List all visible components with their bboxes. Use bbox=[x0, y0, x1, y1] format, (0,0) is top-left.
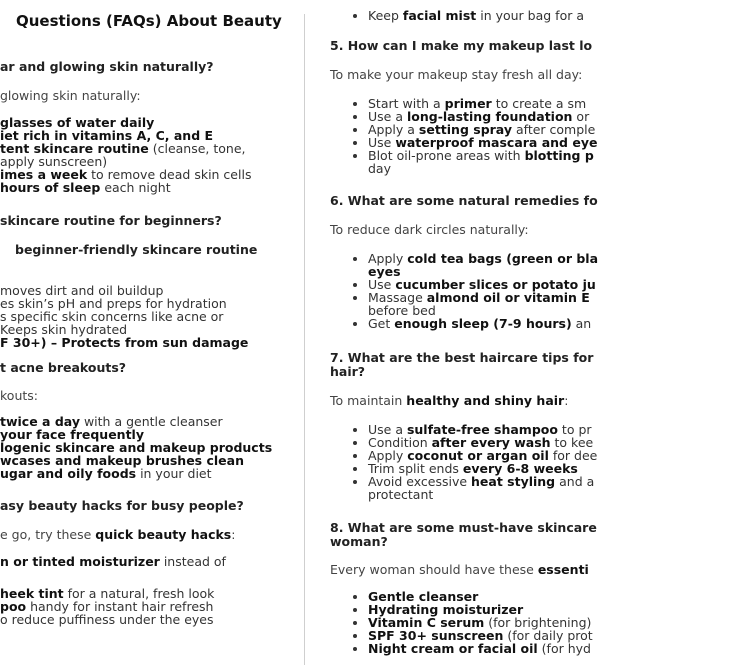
list-item-continuation: eyes bbox=[368, 264, 401, 279]
question-5-intro: To make your makeup stay fresh all day: bbox=[330, 67, 583, 82]
list-item: • Gentle cleanser bbox=[368, 590, 593, 603]
list-item: • Start with a primer to create a sm bbox=[368, 97, 597, 110]
top-tips-list bbox=[326, 9, 584, 22]
list-item: twice a day with a gentle cleanser bbox=[0, 414, 223, 429]
page-title: Questions (FAQs) About Beauty bbox=[16, 12, 282, 30]
list-item: wcases and makeup brushes clean bbox=[0, 453, 244, 468]
list-item: moves dirt and oil buildup bbox=[0, 283, 164, 298]
question-4-heading: asy beauty hacks for busy people? bbox=[0, 498, 244, 513]
list-item: • Avoid excessive heat styling and a bbox=[368, 475, 597, 488]
list-item: • Hydrating moisturizer bbox=[368, 603, 593, 616]
list-item: tent skincare routine (cleanse, tone, bbox=[0, 141, 246, 156]
question-8-intro: Every woman should have these essenti bbox=[330, 562, 589, 577]
list-item: ugar and oily foods in your diet bbox=[0, 466, 212, 481]
question-2-list bbox=[0, 284, 248, 349]
question-3-list bbox=[0, 415, 272, 480]
question-8-heading: 8. What are some must-have skincare bbox=[330, 520, 597, 535]
question-6-intro: To reduce dark circles naturally: bbox=[330, 222, 529, 237]
left-column bbox=[0, 0, 298, 665]
list-item: F 30+) – Protects from sun damage bbox=[0, 335, 249, 350]
right-column bbox=[326, 0, 746, 665]
list-item bbox=[0, 568, 226, 581]
question-7-heading: 7. What are the best haircare tips for bbox=[330, 350, 594, 365]
list-item: • Use a long-lasting foundation or bbox=[368, 110, 597, 123]
list-item: your face frequently bbox=[0, 427, 144, 442]
list-item: • Get enough sleep (7-9 hours) an bbox=[368, 317, 598, 330]
list-item: imes a week to remove dead skin cells bbox=[0, 167, 252, 182]
list-item: • Apply coconut or argan oil for dee bbox=[368, 449, 597, 462]
list-item: o reduce puffiness under the eyes bbox=[0, 612, 214, 627]
list-item: es skin’s pH and preps for hydration bbox=[0, 296, 227, 311]
question-6-heading: 6. What are some natural remedies fo bbox=[330, 193, 598, 208]
list-item: poo handy for instant hair refresh bbox=[0, 599, 214, 614]
list-item: • Keep facial mist in your bag for a bbox=[368, 9, 584, 22]
question-1-list bbox=[0, 116, 251, 194]
question-3-intro: kouts: bbox=[0, 388, 38, 403]
list-item: • Use waterproof mascara and eye bbox=[368, 136, 597, 149]
list-item: hours of sleep each night bbox=[0, 180, 171, 195]
question-1-heading: ar and glowing skin naturally? bbox=[0, 59, 214, 74]
list-item-continuation: before bed bbox=[368, 303, 436, 318]
question-4-intro: e go, try these quick beauty hacks: bbox=[0, 527, 236, 542]
list-item: glasses of water daily bbox=[0, 115, 155, 130]
list-item-continuation: protectant bbox=[368, 487, 434, 502]
list-item: • Trim split ends every 6-8 weeks bbox=[368, 462, 597, 475]
question-5-list bbox=[326, 97, 597, 175]
list-item: iet rich in vitamins A, C, and E bbox=[0, 128, 214, 143]
question-2-intro: beginner-friendly skincare routine bbox=[15, 242, 258, 257]
question-7-list bbox=[326, 423, 597, 501]
column-divider bbox=[304, 14, 305, 665]
list-item-continuation: day bbox=[368, 161, 391, 176]
list-item: s specific skin concerns like acne or bbox=[0, 309, 224, 324]
list-item: logenic skincare and makeup products bbox=[0, 440, 273, 455]
question-7-heading-cont: hair? bbox=[330, 364, 366, 379]
list-item: • Night cream or facial oil (for hyd bbox=[368, 642, 593, 655]
question-4-list bbox=[0, 555, 226, 626]
list-item: • SPF 30+ sunscreen (for daily prot bbox=[368, 629, 593, 642]
list-item: • Use cucumber slices or potato ju bbox=[368, 278, 598, 291]
list-item: • Vitamin C serum (for brightening) bbox=[368, 616, 593, 629]
question-6-list bbox=[326, 252, 598, 330]
list-item: Keeps skin hydrated bbox=[0, 322, 128, 337]
list-item: • Condition after every wash to kee bbox=[368, 436, 597, 449]
list-item: • Massage almond oil or vitamin E bbox=[368, 291, 598, 304]
list-item: • Blot oil-prone areas with blotting p bbox=[368, 149, 597, 162]
question-2-heading: skincare routine for beginners? bbox=[0, 213, 222, 228]
question-8-heading-cont: woman? bbox=[330, 534, 388, 549]
list-item: • Apply a setting spray after comple bbox=[368, 123, 597, 136]
question-7-intro: To maintain healthy and shiny hair: bbox=[330, 393, 569, 408]
question-8-list bbox=[326, 590, 593, 655]
question-5-heading: 5. How can I make my makeup last lo bbox=[330, 38, 593, 53]
question-3-heading: t acne breakouts? bbox=[0, 360, 127, 375]
question-1-intro: glowing skin naturally: bbox=[0, 88, 141, 103]
list-item: n or tinted moisturizer instead of bbox=[0, 554, 226, 569]
list-item: • Apply cold tea bags (green or bla bbox=[368, 252, 598, 265]
list-item: • Use a sulfate-free shampoo to pr bbox=[368, 423, 597, 436]
list-item: heek tint for a natural, fresh look bbox=[0, 586, 215, 601]
list-item: apply sunscreen) bbox=[0, 154, 108, 169]
